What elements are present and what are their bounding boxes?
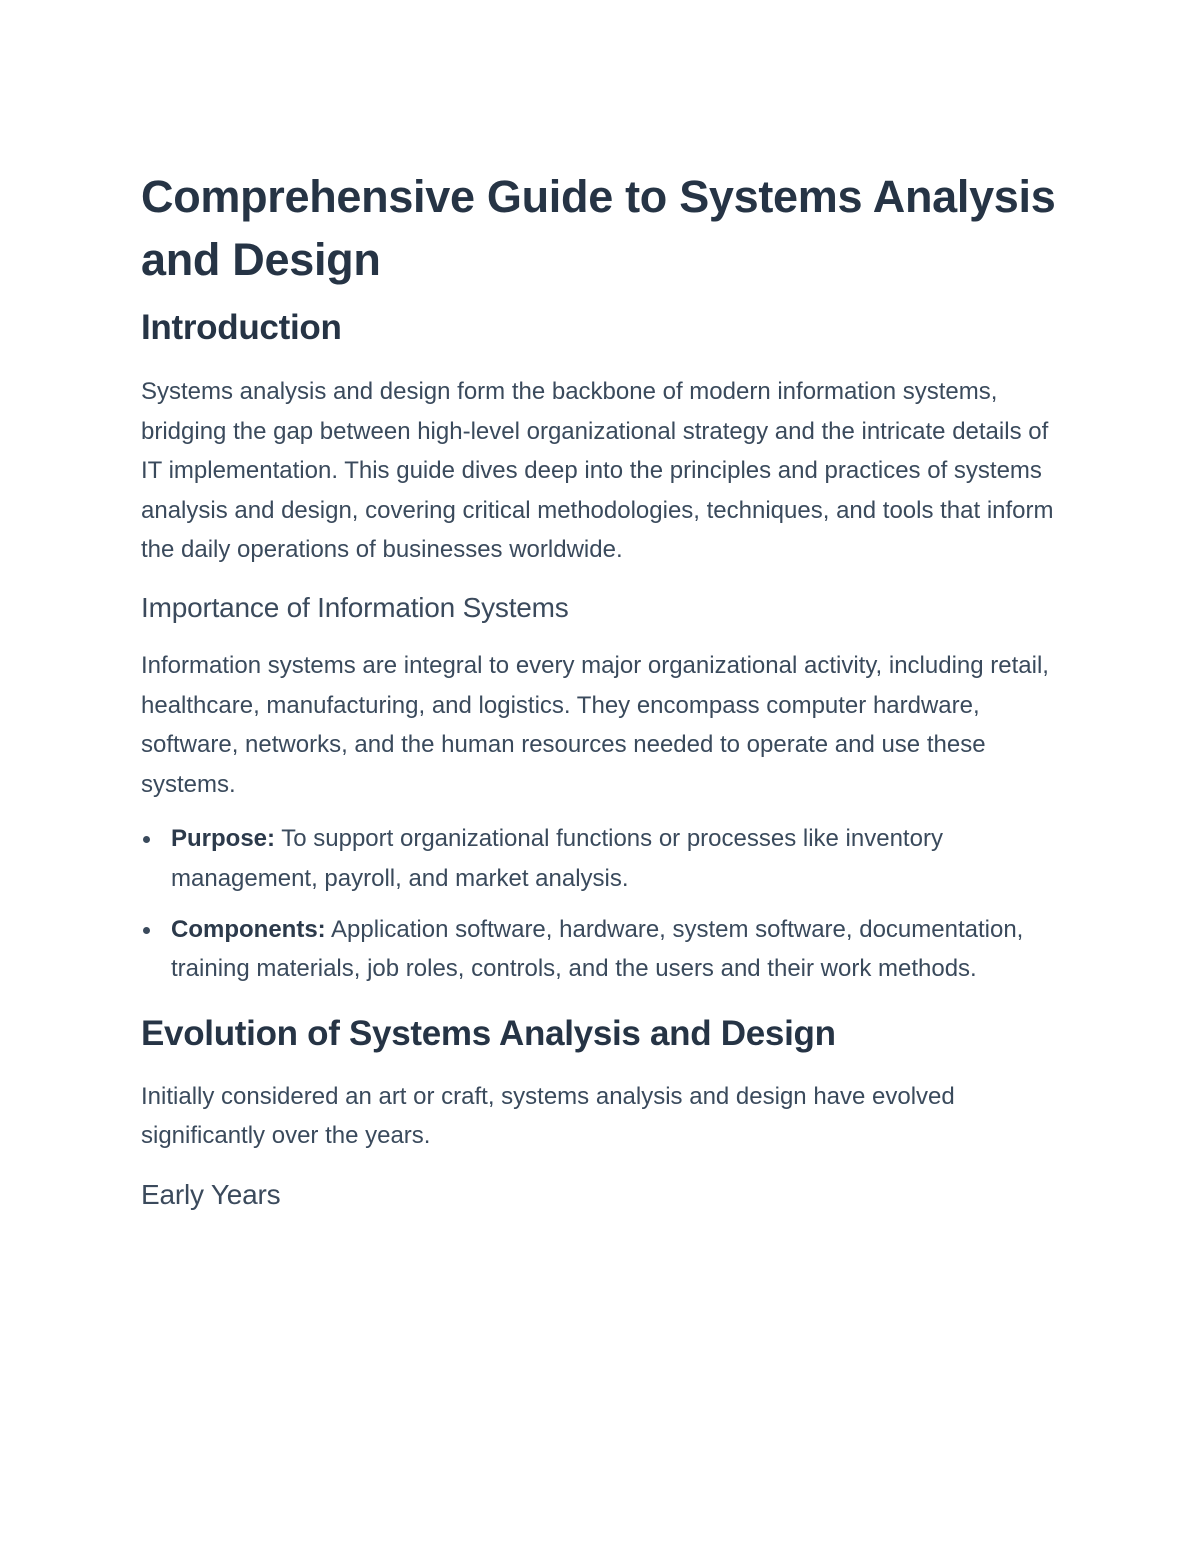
list-item-components xyxy=(141,910,1071,989)
page-title: Comprehensive Guide to Systems Analysis and Design xyxy=(141,171,1056,285)
list-item-label: Purpose: xyxy=(171,825,276,853)
section-heading-evolution: Evolution of Systems Analysis and Design xyxy=(141,1013,836,1053)
subsection-heading-early-years: Early Years xyxy=(141,1178,281,1210)
list-item-text: Application software, hardware, system software, documentation, training materials, job roles, controls, and the users and their work methods. xyxy=(171,915,1024,983)
document-page xyxy=(141,165,1071,1213)
evolution-paragraph: Initially considered an art or craft, systems analysis and design have evolved significantly over the years. xyxy=(141,1082,955,1150)
importance-bullet-list xyxy=(141,819,1071,988)
list-item-text: To support organizational functions or processes like inventory management, payroll, and market analysis. xyxy=(171,825,943,892)
section-heading-introduction: Introduction xyxy=(141,308,342,347)
list-item-purpose xyxy=(141,819,1071,898)
importance-paragraph: Information systems are integral to every major organizational activity, including retail, healthcare, manufacturing, and logistics. They encompass computer hardware, software, networks, and the human resources needed to operate and use these systems. xyxy=(141,651,1049,798)
bullet-icon xyxy=(143,836,150,843)
introduction-paragraph: Systems analysis and design form the backbone of modern information systems, bridging the gap between high-level organizational strategy and the intricate details of IT implementation. This guide dives deep into the principles and practices of systems analysis and design, covering critical methodologies, techniques, and tools that inform the daily operations of businesses worldwide. xyxy=(141,378,1054,564)
bullet-icon xyxy=(143,927,150,934)
subsection-heading-importance: Importance of Information Systems xyxy=(141,591,569,623)
list-item-label: Components: xyxy=(171,915,326,943)
